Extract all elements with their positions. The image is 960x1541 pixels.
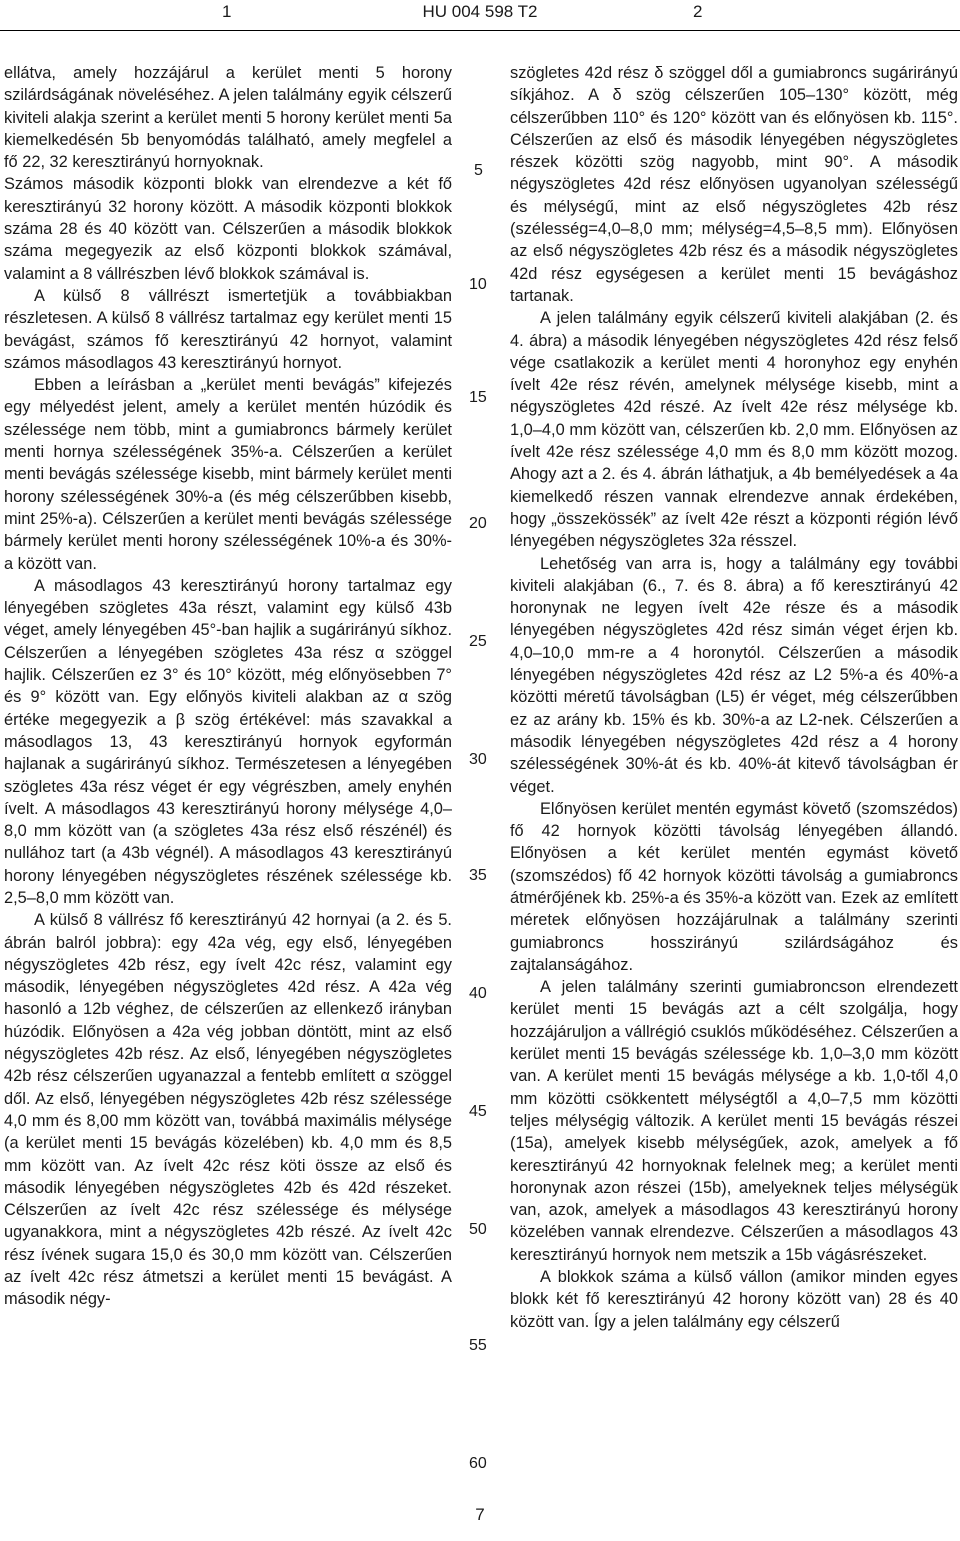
header-rule xyxy=(0,30,960,31)
left-page-number: 1 xyxy=(222,2,232,21)
line-number: 25 xyxy=(469,633,487,650)
right-column xyxy=(510,62,958,1333)
line-number: 50 xyxy=(469,1221,487,1238)
line-number: 35 xyxy=(469,867,487,884)
paragraph: Ebben a leírásban a „kerület menti bevágás” kifejezés egy mélyedést jelent, amely a kerület mentén húzódik és szélessége nem több, mint a gumiabroncs bármely kerület menti hornya szélességének 35%-a. Célszerűen a kerület menti bevágás szélessége kisebb, mint bármely kerület menti horony szélességének 30%-a (és még célszerűbben kisebb, mint 25%-a). Célszerűen a kerület menti bevágás szélessége bármely kerület menti horony szélességének 10%-a és 30%-a között van. xyxy=(4,376,452,573)
paragraph: Számos második központi blokk van elrendezve a két fő keresztirányú 32 horony között. A második központi blokkok száma 28 és 40 között van. Célszerűen a második blokkok száma megegyezik az első központi blokkok számával, valamint a 8 vállrészben lévő blokkok számával is. xyxy=(4,175,452,283)
paragraph: Előnyösen kerület mentén egymást követő (szomszédos) fő 42 hornyok közötti távolság lényegében állandó. Előnyösen a két kerület mentén egymást követő (szomszédos) fő 42 hornyok közötti távolság a gumiabroncs átmérőjének kb. 25%-a és 35%-a között van. Ezek az említett méretek előnyösen hozzájárulnak a találmány szerinti gumiabroncs hosszirányú szilárdságához és zajtalanságához. xyxy=(510,799,958,974)
paragraph: A blokkok száma a külső vállon (amikor minden egyes blokk két fő keresztirányú 42 horony között van) 28 és 40 között van. Így a jelen találmány egy célszerű xyxy=(510,1268,958,1331)
paragraph: A másodlagos 43 keresztirányú horony tartalmaz egy lényegében szögletes 43a részt, valamint egy külső 43b véget, amely lényegében 45°-ban hajlik a sugárirányú síkhoz. Célszerűen a lényegében szögletes 43a rész α szöggel hajlik. Célszerűen ez 3° és 10° között, még előnyösebben 7° és 9° között van. Egy előnyös kiviteli alakban az α szög értéke megegyezik a β szög értékével: más szavakkal a másodlagos 13, 43 keresztirányú hornyok egyformán hajlanak a sugárirányú síkhoz. Természetesen a lényegében szögletes 43a rész véget ér egy végrészben, amely enyhén ívelt. A másodlagos 43 keresztirányú horony mélysége 4,0–8,0 mm között van (a szögletes 43a rész első részénél) és nullához tart (a 43b végnél). A másodlagos 43 keresztirányú horony lényegében négyszögletes részének szélessége kb. 2,5–8,0 mm között van. xyxy=(4,576,452,907)
line-number: 15 xyxy=(469,389,487,406)
line-number: 60 xyxy=(469,1455,487,1472)
paragraph: szögletes 42d rész δ szöggel dől a gumiabroncs sugárirányú síkjához. A δ szög célszerűen 105–130° között, még célszerűbben 110° és 120° között van és előnyösen kb. 115°. Célszerűen az első és második lényegében négyszögletes részek közötti szög nagyobb, mint 90°. A második négyszögletes 42d rész előnyösen ugyanolyan szélességű és mélységű, mint az első négyszögletes 42b rész (szélesség=4,0–8,0 mm; mélység=4,5–8,5 mm). Előnyösen az első négyszögletes 42b rész és a második négyszögletes 42d rész egységesen a kerület menti 15 bevágáshoz tartanak. xyxy=(510,64,958,305)
right-page-number: 2 xyxy=(693,2,703,21)
paragraph: A külső 8 vállrész fő keresztirányú 42 hornyai (a 2. és 5. ábrán balról jobbra): egy 42a vég, egy első, lényegében négyszögletes 42b rész, egy ívelt 42c rész, valamint egy második, lényegében négyszögletes 42d rész. A 42a vég hasonló a 12b véghez, de célszerűen az ellenkező irányban húzódik. Előnyösen a 42a vég jobban döntött, mint az első négyszögletes 42b rész. Az első, lényegében négyszögletes 42b rész célszerűen ugyanazzal a fentebb említett α szöggel dől. Az első, lényegében négyszögletes 42b rész szélessége 4,0 mm és 8,00 mm között van, továbbá maximális mélysége (a kerület menti 15 bevágás közelében) kb. 4,0 mm és 8,5 mm között van. Az ívelt 42c rész köti össze az első és második lényegében négyszögletes 42b és 42d részeket. Célszerűen az ívelt 42c rész szélessége és mélysége ugyanakkora, mint a négyszögletes 42b részé. Az ívelt 42c rész ívének sugara 15,0 és 30,0 mm között van. Célszerűen az ívelt 42c rész átmetszi a kerület menti 15 bevágást. A második négy- xyxy=(4,911,452,1309)
line-number: 20 xyxy=(469,515,487,532)
paragraph: Lehetőség van arra is, hogy a találmány egy további kiviteli alakjában (6., 7. és 8. ábra) a fő keresztirányú 42 horonynak ne legyen ívelt 42e része és a második lényegében négyszögletes 42d rész simán véget érjen kb. 4,0–10,0 mm-re a 4 horonytól. Célszerűen a második lényegében négyszögletes 42d rész az L2 5%-a és 40%-a közötti méretű távolságban (L5) ér véget, még célszerűbben ez az arány kb. 15% és kb. 30%-a az L2-nek. Célszerűen a második lényegében négyszögletes 42d rész a 4 horony szélességének 30%-át és kb. 40%-át kitevő távolságban ér véget. xyxy=(510,554,958,796)
line-number: 10 xyxy=(469,276,487,293)
paragraph: A külső 8 vállrészt ismertetjük a továbbiakban részletesen. A külső 8 vállrész tartalmaz egy kerület menti 15 bevágást, számos fő keresztirányú 42 hornyot, valamint számos másodlagos 43 keresztirányú hornyot. xyxy=(4,286,452,372)
paragraph: ellátva, amely hozzájárul a kerület menti 5 horony szilárdságának növeléséhez. A jelen találmány egyik célszerű kiviteli alakja szerint a kerület menti 5 horony kerület menti 5a kiemelkedésén 5b benyomódás található, amely megfelel a fő 22, 32 keresztirányú hornyoknak. xyxy=(4,64,452,172)
line-number: 45 xyxy=(469,1103,487,1120)
paragraph: A jelen találmány szerinti gumiabroncson elrendezett kerület menti 15 bevágás azt a célt szolgálja, hogy hozzájáruljon a vállrégió csuklós működéséhez. Célszerűen a kerület menti 15 bevágás szélessége kb. 1,0–3,0 mm között van. A kerület menti 15 bevágás mélysége a kb. 1,0-től 4,0 mm közötti csökkentett mélységtől a 4,0–7,5 mm közötti teljes mélységig változik. A kerület menti 15 bevágás részei (15a), amelyek kisebb mélységűek, azok, amelyek a fő keresztirányú 42 hornyoknak felelnek meg; a kerület menti horonynak azon részei (15b), amelyeknek teljes mélységük van, azok, amelyek a másodlagos 43 keresztirányú horony közelében vannak elrendezve. Célszerűen a másodlagos 43 keresztirányú hornyok nem metszik a 15b vágásrészeket. xyxy=(510,978,958,1264)
document-number: HU 004 598 T2 xyxy=(422,2,538,21)
line-number: 5 xyxy=(474,162,483,179)
line-number: 40 xyxy=(469,985,487,1002)
paragraph: A jelen találmány egyik célszerű kiviteli alakjában (2. és 4. ábra) a második lényegében négyszögletes 42d rész felső vége csatlakozik a kerület menti 4 horonyhoz egy enyhén ívelt 42e rész révén, amelynek mélysége kisebb, mint a négyszögletes 42d részé. Az ívelt 42e rész mélysége kb. 1,0–4,0 mm között van, célszerűen kb. 2,0 mm. Előnyösen az ívelt 42e rész szélessége 4,0 mm és 8,0 mm között mozog. Ahogy azt a 2. és 4. ábrán láthatjuk, a 4b bemélyedések a 4a kiemelkedő részen vannak elrendezve annak érdekében, hogy „összekössék” az ívelt 42e részt a központi régión lévő lényegében négyszögletes 32a résszel. xyxy=(510,309,958,551)
line-number: 55 xyxy=(469,1337,487,1354)
page-footer-number: 7 xyxy=(475,1505,485,1524)
line-number: 30 xyxy=(469,751,487,768)
left-column xyxy=(4,62,452,1311)
